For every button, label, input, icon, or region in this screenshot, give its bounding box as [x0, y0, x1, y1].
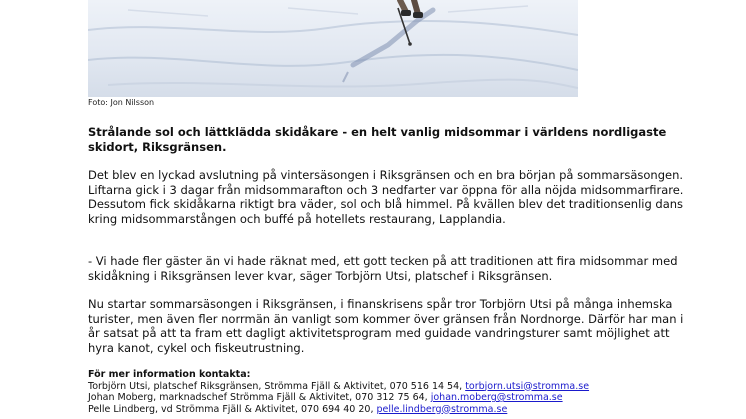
contact-line-torbjorn: [88, 381, 728, 393]
contact-heading: För mer information kontakta:: [88, 369, 251, 380]
contact-line-johan: [88, 392, 728, 404]
email-link-torbjorn[interactable]: torbjorn.utsi@stromma.se: [465, 380, 590, 392]
contact-text: Pelle Lindberg, vd Strömma Fjäll & Aktivitet, 070 694 40 20,: [88, 403, 377, 415]
skier-illustration: [88, 0, 578, 97]
contact-text: Torbjörn Utsi, platschef Riksgränsen, Strömma Fjäll & Aktivitet, 070 516 14 54,: [88, 380, 466, 392]
body-paragraph-1: Det blev en lyckad avslutning på vintersäsongen i Riksgränsen och en bra början på sommarsäsongen. Liftarna gick i 3 dagar från midsommarafton och 3 nedfarter var öppna för alla nöjda midsommarfirare. Dessutom fick skidåkarna riktigt bra väder, sol och blå himmel. På kvällen blev det traditionsenlig dans kring midsommarstången och buffé på hotellets restaurang, Lapplandia.: [88, 168, 684, 226]
contact-line-pelle: [88, 404, 728, 416]
body-paragraph-3: Nu startar sommarsäsongen i Riksgränsen, i finanskrisens spår tror Torbjörn Utsi på många inhemska turister, men även fler norrmän än vanligt som kommer över gränsen från Nordnorge. Därför har man i år satsat på att ta fram ett dagligt aktivitetsprogram med guidade vandringsturer samt möjlighet att hyra kanot, cykel och fiskeutrustning.: [88, 297, 684, 355]
contact-text: Johan Moberg, marknadschef Strömma Fjäll & Aktivitet, 070 312 75 64,: [88, 392, 431, 403]
contact-block: [88, 369, 728, 415]
photo-caption: Foto: Jon Nilsson: [88, 98, 155, 107]
body-paragraph-2: - Vi hade fler gäster än vi hade räknat med, ett gott tecken på att traditionen att fira midsommar med skidåkning i Riksgränsen lever kvar, säger Torbjörn Utsi, platschef i Riksgränsen.: [88, 254, 678, 283]
headline: Strålande sol och lättklädda skidåkare - en helt vanlig midsommar i världens nordligaste skidort, Riksgränsen.: [88, 125, 667, 154]
email-link-pelle[interactable]: pelle.lindberg@stromma.se: [376, 403, 508, 415]
skier-photo: [88, 0, 578, 97]
email-link-johan[interactable]: johan.moberg@stromma.se: [430, 392, 563, 403]
